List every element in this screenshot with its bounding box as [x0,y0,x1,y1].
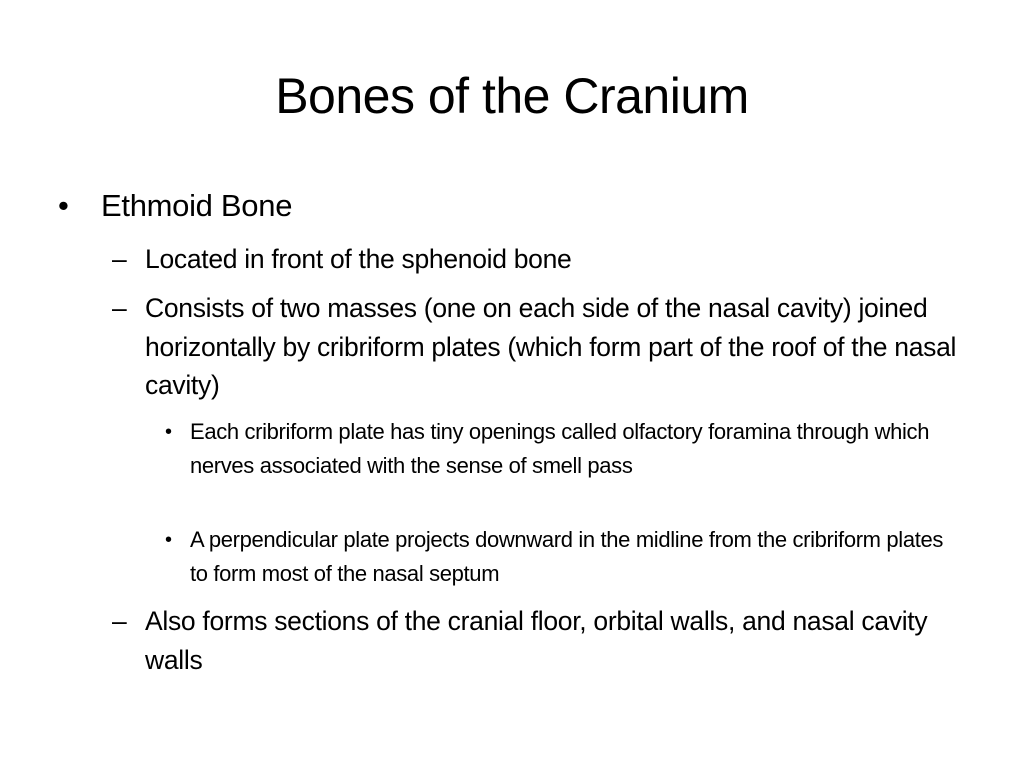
sub-bullet-text: Also forms sections of the cranial floor, orbital walls, and nasal cavity walls [145,606,928,675]
sub-bullet-location [112,240,972,279]
sub-bullet-masses [112,289,972,405]
sub-sub-bullet-perpendicular-plate [165,523,965,591]
bullet-marker: • [165,529,173,551]
dash-marker: – [112,293,127,323]
bullet-marker: • [165,421,173,443]
slide-title: Bones of the Cranium [275,68,749,124]
bullet-marker: • [58,188,69,223]
bullet-text: Ethmoid Bone [101,188,293,223]
sub-sub-bullet-text: Each cribriform plate has tiny openings called olfactory foramina through which nerves associated with the sense of smell pass [190,419,930,478]
sub-bullet-text: Consists of two masses (one on each side of the nasal cavity) joined horizontally by cribriform plates (which form part of the roof of the nasal cavity) [145,293,957,400]
sub-bullet-also-forms [112,602,972,679]
sub-sub-bullet-text: A perpendicular plate projects downward in the midline from the cribriform plates to form most of the nasal septum [190,527,944,586]
bullet-ethmoid-bone [58,186,958,226]
dash-marker: – [112,244,127,274]
sub-sub-bullet-olfactory-foramina [165,415,965,483]
sub-bullet-text: Located in front of the sphenoid bone [145,244,572,274]
dash-marker: – [112,606,127,636]
